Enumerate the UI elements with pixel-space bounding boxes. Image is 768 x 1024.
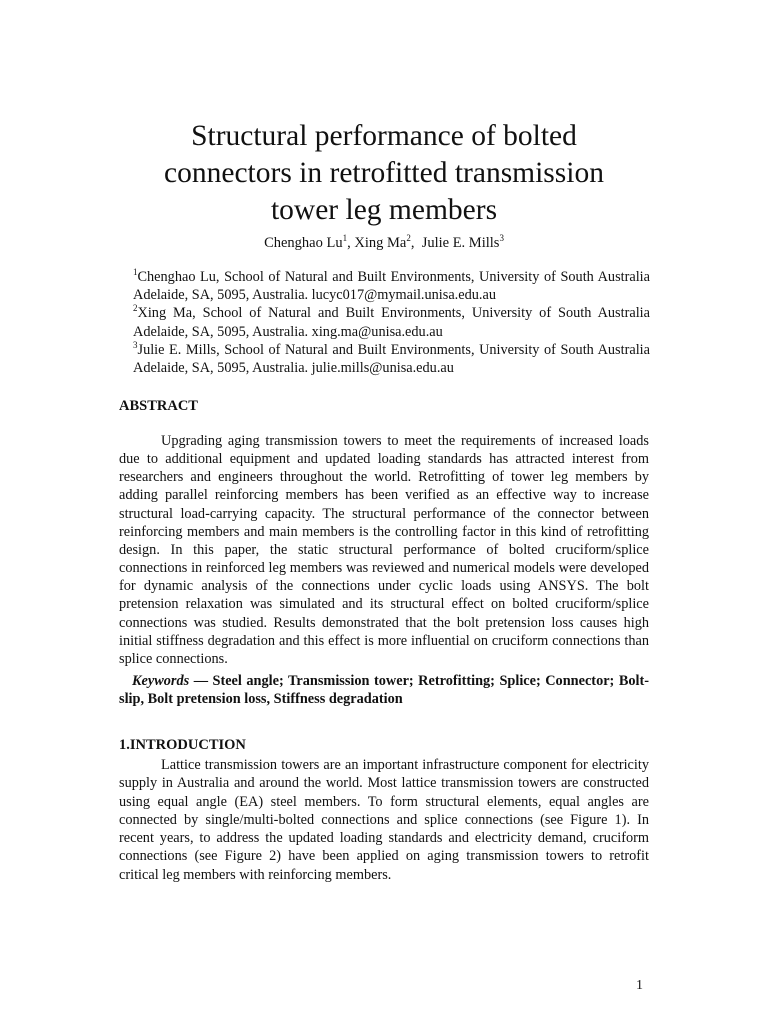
affiliation-sup: 2: [133, 303, 138, 314]
author-sup: 2: [406, 233, 411, 244]
author-list: [100, 234, 668, 252]
title-line: connectors in retrofitted transmission: [164, 157, 604, 189]
author-sup: 3: [499, 233, 504, 244]
author-sup: 1: [342, 233, 348, 244]
affiliation-text: Xing Ma, School of Natural and Built Environments, University of South Australia Adelaide, SA, 5095, Australia. xing.ma@unisa.edu.au: [133, 305, 650, 340]
author-sep: ,: [410, 235, 422, 251]
title-line: tower leg members: [270, 194, 498, 226]
page-number: 1: [636, 978, 643, 993]
author-name: Chenghao Lu: [264, 235, 343, 251]
abstract-text: Upgrading aging transmission towers to meet the requirements of increased loads due to additional equipment and updated loading standards has attracted interest from researchers and engineers throughout the world. Retrofitting of tower leg members by adding parallel reinforcing members has been verified as an effective way to increase structural load-carrying capacity. The structural performance of the connector between reinforcing members and main members is the controlling factor in this kind of retrofitting design. In this paper, the static structural performance of bolted cruciform/splice connections in reinforced leg members was reviewed and numerical models were developed for dynamic analysis of the connections under cyclic loads using ANSYS. The bolt pretension relaxation was simulated and its structural effect on bolted cruciform/splice connections was studied. Results demonstrated that the bolt pretension loss causes high initial stiffness degradation and this effect is more influential on cruciform connections than splice connections.: [119, 433, 649, 667]
paper-title: [100, 118, 668, 229]
keywords-label: Keywords: [132, 673, 190, 689]
abstract-heading: ABSTRACT: [119, 398, 198, 414]
author-sep: ,: [347, 235, 355, 251]
affiliation: [133, 268, 650, 304]
introduction-heading: 1.INTRODUCTION: [119, 737, 246, 753]
affiliation-text: Chenghao Lu, School of Natural and Built Environments, University of South Australia Adelaide, SA, 5095, Australia. lucyc017@mymail.unisa.edu.au: [133, 269, 650, 304]
author-name: Julie E. Mills: [421, 235, 500, 251]
affiliation-sup: 1: [133, 267, 138, 278]
affiliation-block: [133, 268, 650, 377]
affiliation-text: Julie E. Mills, School of Natural and Built Environments, University of South Australia Adelaide, SA, 5095, Australia. julie.mills@unisa.edu.au: [133, 341, 650, 377]
affiliation: [133, 341, 650, 377]
author-name: Xing Ma: [354, 235, 407, 251]
introduction-text: Lattice transmission towers are an important infrastructure component for electricity supply in Australia and around the world. Most lattice transmission towers are constructed using equal angle (EA) steel members. To form structural elements, equal angles are connected by single/multi-bolted connections and splice connections (see Figure 1). In recent years, to address the updated loading standards and electricity demand, cruciform connections (see Figure 2) have been applied on aging transmission towers to retrofit critical leg members with reinforcing members.: [119, 757, 649, 883]
keywords: [119, 672, 649, 709]
title-line: Structural performance of bolted: [191, 120, 577, 152]
affiliation-sup: 3: [133, 340, 138, 351]
keywords-dash: —: [189, 673, 213, 689]
keywords-text: Steel angle; Transmission tower; Retrofitting; Splice; Connector; Bolt-slip, Bolt pretension loss, Stiffness degradation: [119, 673, 649, 708]
affiliation: [133, 304, 650, 340]
